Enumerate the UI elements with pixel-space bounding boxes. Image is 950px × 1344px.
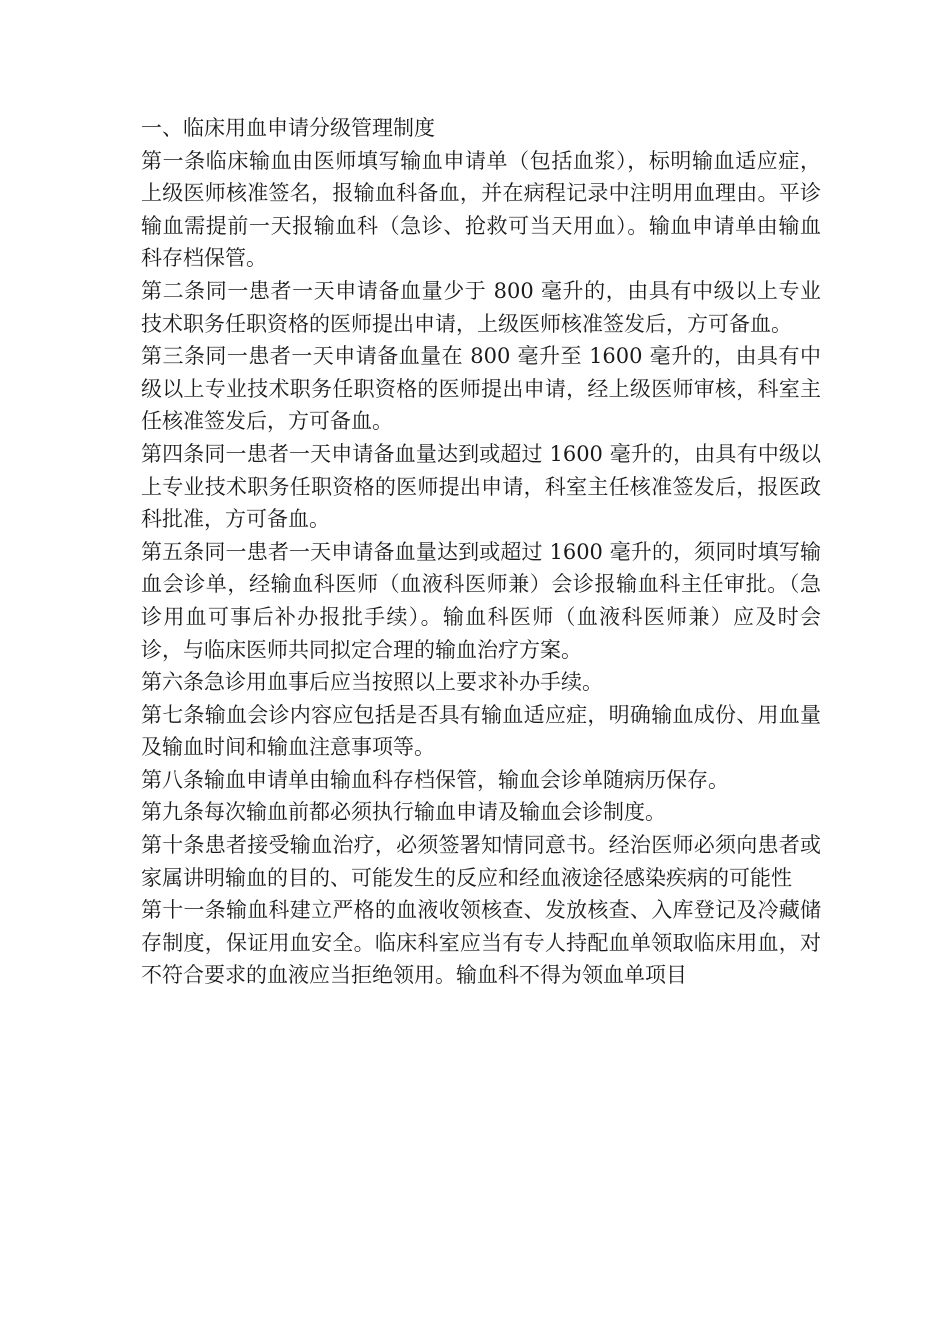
article-6: 第六条急诊用血事后应当按照以上要求补办手续。 — [141, 670, 603, 695]
article-10: 第十条患者接受输血治疗，必须签署知情同意书。经治医师必须向患者或家属讲明输血的目的、可能发生的反应和经血液途径感染疾病的可能性 — [141, 833, 821, 890]
article-7: 第七条输血会诊内容应包括是否具有输血适应症，明确输血成份、用血量及输血时间和输血注意事项等。 — [141, 702, 821, 760]
article-11: 第十一条输血科建立严格的血液收领核查、发放核查、入库登记及冷藏储存制度，保证用血安全。临床科室应当有专人持配血单领取临床用血，对不符合要求的血液应当拒绝领用。输血科不得为领血单项目 — [141, 898, 821, 988]
section-heading: 一、临床用血申请分级管理制度 — [141, 116, 435, 140]
document-page — [141, 112, 821, 992]
article-8: 第八条输血申请单由输血科存档保管，输血会诊单随病历保存。 — [141, 767, 729, 792]
article-9: 第九条每次输血前都必须执行输血申请及输血会诊制度。 — [141, 800, 666, 825]
article-2: 第二条同一患者一天申请备血量少于 800 毫升的，由具有中级以上专业技术职务任职资格的医师提出申请，上级医师核准签发后，方可备血。 — [141, 278, 821, 336]
article-1: 第一条临床输血由医师填写输血申请单（包括血浆），标明输血适应症，上级医师核准签名，报输血科备血，并在病程记录中注明用血理由。平诊输血需提前一天报输血科（急诊、抢救可当天用血）。输血申请单由输血科存档保管。 — [141, 148, 821, 271]
article-3: 第三条同一患者一天申请备血量在 800 毫升至 1600 毫升的，由具有中级以上专业技术职务任职资格的医师提出申请，经上级医师审核，科室主任核准签发后，方可备血。 — [141, 344, 821, 434]
article-5: 第五条同一患者一天申请备血量达到或超过 1600 毫升的，须同时填写输血会诊单，经输血科医师（血液科医师兼）会诊报输血科主任审批。（急诊用血可事后补办报批手续）。输血科医师（血液科医师兼）应及时会诊，与临床医师共同拟定合理的输血治疗方案。 — [141, 539, 821, 662]
article-4: 第四条同一患者一天申请备血量达到或超过 1600 毫升的，由具有中级以上专业技术职务任职资格的医师提出申请，科室主任核准签发后，报医政科批准，方可备血。 — [141, 441, 821, 532]
